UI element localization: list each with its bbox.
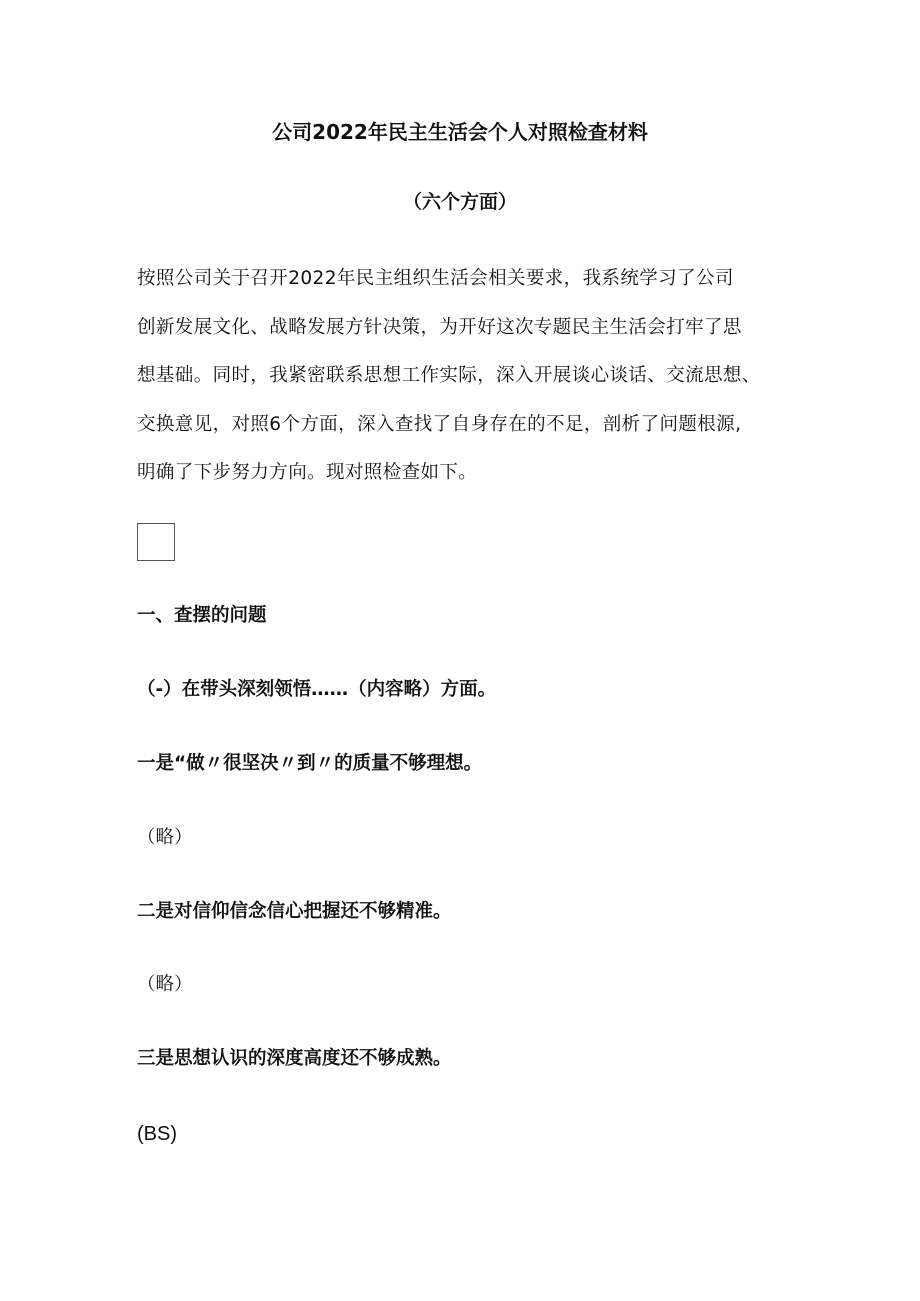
document-title: 公司2022年民主生活会个人对照检查材料 [272, 120, 648, 144]
item-heading-2: 二是对信仰信念信心把握还不够精准。 [137, 901, 452, 922]
item-body-2: （略） [137, 974, 193, 995]
intro-line: 交换意见，对照6个方面，深入查找了自身存在的不足，剖析了问题根源, [137, 413, 742, 435]
intro-line: 明确了下步努力方向。现对照检查如下。 [137, 462, 478, 483]
intro-line: 创新发展文化、战略发展方针决策，为开好这次专题民主生活会打牢了思 [137, 316, 742, 338]
intro-line: 按照公司关于召开2022年民主组织生活会相关要求，我系统学习了公司 [137, 268, 734, 289]
intro-line: 想基础。同时，我紧密联系思想工作实际，深入开展谈心谈话、交流思想、 [137, 365, 761, 386]
checkbox[interactable] [137, 523, 175, 561]
document-subtitle: （六个方面） [402, 191, 517, 213]
subsection-heading: （-）在带头深刻领悟……（内容略）方面。 [137, 679, 497, 700]
item-heading-3: 三是思想认识的深度高度还不够成熟。 [137, 1048, 452, 1069]
item-heading-1: 一是“做〃很坚决〃到〃的质量不够理想。 [137, 753, 483, 774]
section-heading: 一、查摆的问题 [137, 605, 267, 626]
item-body-1: （略） [137, 827, 193, 848]
item-body-3: (BS) [137, 1123, 177, 1145]
intro-paragraph [137, 255, 802, 498]
